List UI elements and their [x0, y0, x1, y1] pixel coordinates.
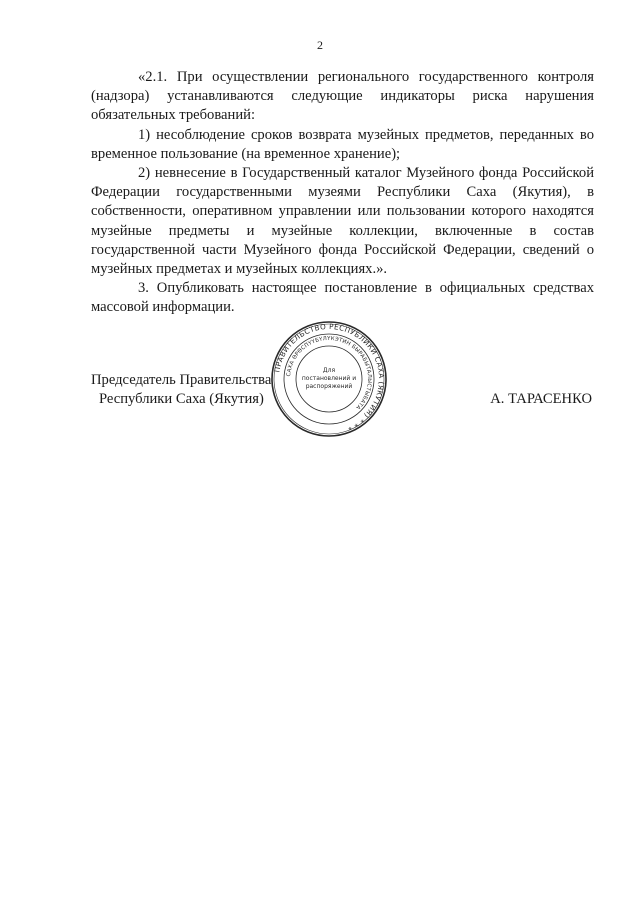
svg-text:САХА ӨРӨСПҮҮБҮЛҮКЭТИН БЫРАБЫТА: САХА ӨРӨСПҮҮБҮЛҮКЭТИН БЫРАБЫТАЛЫСТЫБАТА	[286, 335, 373, 411]
seal-center-line1: Для	[322, 367, 336, 374]
signatory-name: А. ТАРАСЕНКО	[490, 391, 592, 407]
signatory-position-line1: Председатель Правительства	[91, 372, 272, 388]
official-seal-stamp	[270, 320, 388, 438]
seal-center-line2: постановлений и	[301, 375, 357, 382]
svg-text:ПРАВИТЕЛЬСТВО РЕСПУБЛИКИ САХА: ПРАВИТЕЛЬСТВО РЕСПУБЛИКИ САХА (ЯКУТИЯ) * * *	[272, 321, 387, 433]
paragraph-3: 3. Опубликовать настоящее постановление в официальных средствах массовой информации.	[91, 280, 594, 316]
paragraph-item-2: 2) невнесение в Государственный каталог Музейного фонда Российской Федерации государственными музеями Республики Саха (Якутия), в собственности, оперативном управлении или пользовании которого находятся музейные предметы и музейные коллекции, включенные в состав государственной части Музейного фонда Российской Федерации, сведений о музейных предметах и музейных коллекциях.».	[91, 165, 594, 278]
paragraph-2-1: «2.1. При осуществлении регионального государственного контроля (надзора) устанавливаются следующие индикаторы риска нарушения обязательных требований:	[91, 69, 594, 124]
signatory-position-line2: Республики Саха (Якутия)	[99, 391, 264, 407]
signatory-position	[91, 371, 271, 409]
page-number: 2	[317, 38, 323, 52]
document-body	[91, 68, 594, 318]
seal-center-line3: распоряжений	[305, 383, 353, 390]
paragraph-item-1: 1) несоблюдение сроков возврата музейных предметов, переданных во временное пользование (на временное хранение);	[91, 126, 594, 162]
